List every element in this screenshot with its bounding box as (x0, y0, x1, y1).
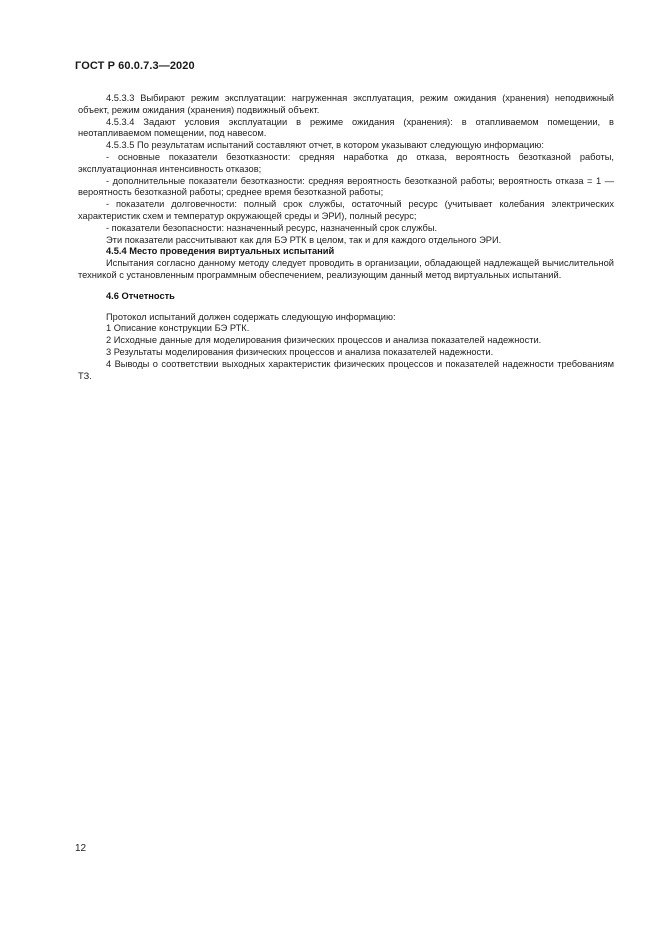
document-header: ГОСТ Р 60.0.7.3—2020 (75, 60, 195, 72)
heading-4-5-4: 4.5.4 Место проведения виртуальных испытаний (106, 246, 335, 257)
paragraph-4-5-3-4: 4.5.3.4 Задают условия эксплуатации в режиме ожидания (хранения): в отапливаемом помещении, в неотапливаемом помещении, под навесом. (78, 116, 614, 139)
paragraph-test-location: Испытания согласно данному методу следует проводить в организации, обладающей надлежащей вычислительной техникой с установленным программным обеспечением, реализующим данный метод виртуальных испытаний. (78, 258, 614, 280)
protocol-item-4: 4 Выводы о соответствии выходных характеристик физических процессов и показателей надежности требованиям ТЗ. (78, 358, 614, 381)
protocol-item-1: 1 Описание конструкции БЭ РТК. (106, 323, 250, 334)
paragraph-protocol-intro: Протокол испытаний должен содержать следующую информацию: (106, 311, 396, 322)
list-item-additional-indicators: - дополнительные показатели безотказности: средняя вероятность безотказной работы; вероятность отказа = 1 — вероятность безотказной работы; среднее время безотказной работы; (78, 175, 614, 198)
document-body (78, 93, 614, 382)
paragraph-indicators-note: Эти показатели рассчитывают как для БЭ РТК в целом, так и для каждого отдельного ЭРИ. (106, 234, 502, 245)
list-item-basic-indicators: - основные показатели безотказности: средняя наработка до отказа, вероятность безотказной работы, эксплуатационная интенсивность отказов; (78, 151, 614, 174)
protocol-item-2: 2 Исходные данные для моделирования физических процессов и анализа показателей надежности. (106, 335, 542, 346)
heading-4-6: 4.6 Отчетность (106, 290, 175, 301)
protocol-item-3: 3 Результаты моделирования физических процессов и анализа показателей надежности. (106, 346, 494, 357)
page-number: 12 (75, 843, 87, 854)
paragraph-4-5-3-3: 4.5.3.3 Выбирают режим эксплуатации: нагруженная эксплуатация, режим ожидания (хранения) неподвижный объект, режим ожидания (хранения) подвижный объект. (78, 93, 614, 115)
list-item-safety-indicators: - показатели безопасности: назначенный ресурс, назначенный срок службы. (106, 222, 438, 233)
list-item-durability-indicators: - показатели долговечности: полный срок службы, остаточный ресурс (учитывает колебания электрических характеристик схем и температур окружающей среды и ЭРИ), полный ресурс; (78, 199, 614, 221)
paragraph-4-5-3-5: 4.5.3.5 По результатам испытаний составляют отчет, в котором указывают следующую информацию: (106, 140, 544, 151)
